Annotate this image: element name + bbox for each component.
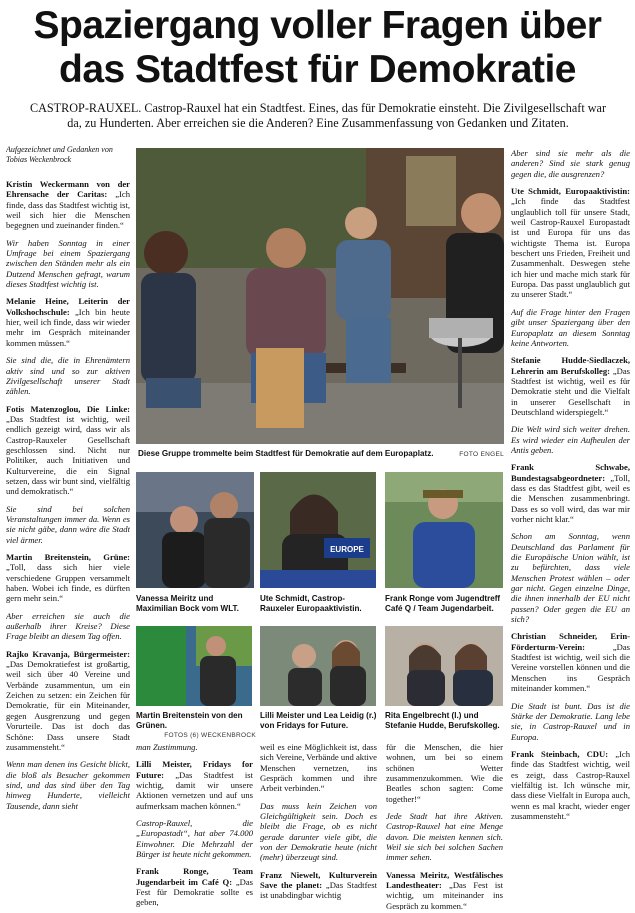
headline: Spaziergang voller Fragen über das Stadtfest für Demokratie — [33, 4, 602, 91]
article-column-left — [6, 179, 130, 907]
text-paragraph: weil es eine Möglichkeit ist, dass sich Vereine, Verbände und aktive Menschen vernetzen, ins Gespräch kommen und ihre Arbeit verbinden.“ — [260, 742, 377, 794]
drum-group-photo — [136, 148, 504, 444]
main-photo-credit: FOTO ENGEL — [459, 451, 504, 458]
commentary-paragraph: Die Stadt ist bunt. Das ist die Stärke der Demokratie. Lang lebe sie, in Castrop-Rauxel und in Europa. — [511, 700, 630, 742]
commentary-paragraph: Sie sind die, die in Ehrenämtern aktiv sind und so zur aktiven Zivilgesellschaft unserer Stadt zählen. — [6, 355, 130, 397]
commentary-paragraph: Sie sind bei solchen Veranstaltungen immer da. Wenn es sie nicht gäbe, dann wäre die Stadt viel ärmer. — [6, 503, 130, 545]
commentary-paragraph: Wenn man denen ins Gesicht blickt, die bloß als Besucher gekommen sind, und das sind über den Tag hinweg Hunderte, vielleicht Tausende, dann sieht — [6, 759, 130, 811]
byline — [6, 145, 130, 164]
text-paragraph: für die Menschen, die hier wohnen, um bei so einem schönen Wetter zusammenzukommen. Wie die Beatles schon sagten: Come together!“ — [386, 742, 503, 804]
caption-breitenstein-text: Martin Breitenstein von den Grünen. — [136, 711, 243, 730]
quote-paragraph — [6, 649, 130, 752]
photo-engelbrecht-hudde — [385, 626, 503, 706]
quote-paragraph — [136, 759, 253, 811]
quote-text: „Das Stadtfest ist wichtig, weil endlich gezeigt wird, dass wir als Castrop-Rauxeler Gesellschaft geschlossen sind. Nicht nur Politiker, auch Initiativen und Kulturvereine, die ein Signal setzen, dass wir bunt sind, vielfältig und demokratisch.“ — [6, 413, 130, 497]
byline-text: Aufgezeichnet und Gedanken von Tobias Weckenbrock — [6, 145, 113, 164]
main-photo-caption-text: Diese Gruppe trommelte beim Stadtfest für Demokratie auf dem Europaplatz. — [138, 449, 434, 458]
speaker-name: Ute Schmidt, Europaaktivistin: — [511, 186, 630, 197]
quote-text: „Toll, dass sich hier viele verschiedene Gruppen versammelt haben. Wobei ich finde, es dürften gern mehr sein.“ — [6, 562, 130, 604]
speaker-name: Stefanie Hudde-Siedlaczek, Lehrerin am Berufskolleg: — [511, 355, 630, 376]
europe-banner: EUROPE — [330, 545, 364, 554]
speaker-name: Vanessa Meiritz, Westfälisches Landestheater: — [386, 869, 503, 891]
photos-credit: FOTOS (6) WECKENBROCK — [164, 732, 256, 739]
speaker-name: Lilli Meister, Fridays for Future: — [136, 759, 253, 780]
quote-paragraph — [260, 870, 377, 901]
quote-text: „Das Stadtfest ist unabdingbar wichtig — [260, 880, 377, 901]
quote-text: „Das Stadtfest ist wichtig, damit wir unsere Aktionen vernetzen und auf uns aufmerksam machen können.“ — [136, 769, 253, 811]
commentary-paragraph: Die Welt wird sich weiter drehen. Es wird wieder ein Aufheulen der Antis geben. — [511, 424, 630, 455]
caption-meiritz-bock: Vanessa Meiritz und Maximilian Bock vom WLT. — [136, 594, 239, 613]
caption-engelbrecht-hudde: Rita Engelbrecht (l.) und Stefanie Hudde, Berufskolleg. — [385, 711, 500, 730]
photo-ute-schmidt — [260, 472, 376, 588]
caption-ute-schmidt: Ute Schmidt, Castrop-Rauxeler Europaaktivistin. — [260, 594, 362, 613]
photo-meiritz-bock — [136, 472, 254, 588]
photo-meister-leidig — [260, 626, 376, 706]
commentary-paragraph: man Zustimmung. — [136, 742, 198, 752]
lead-paragraph: CASTROP-RAUXEL. Castrop-Rauxel hat ein Stadtfest. Eines, das für Demokratie einsteht. Die Zivilgesellschaft war da, zu Hunderten. Aber erreichen sie die Anderen? Eine Zusammenfassung von Gedanken und Zitaten. — [29, 101, 607, 130]
quote-text: „Toll, dass es das Stadtfest gibt, weil es die Menschen zusammenbringt. Dass es so voll wird, das war mir vorher nicht klar.“ — [511, 472, 630, 524]
quote-text: „Das Fest ist wichtig, um miteinander ins Gespräch zu kommen.“ — [386, 880, 503, 910]
speaker-name: Franz Niewelt, Kulturverein Save the planet: — [260, 869, 377, 891]
article-column-bottom-b — [260, 742, 377, 910]
quote-text: „Das Demokratiefest ist großartig, weil sich über 40 Vereine und Verbände zusammentun, um ein Zeichen zu setzen: ein Zeichen für Demokratie, für ein Miteinander, gegen Ausgrenzung und gegen Vorurteile. Das ist doch das Schöne: Dass unsere Stadt zusammensteht.“ — [6, 659, 130, 752]
quote-paragraph — [511, 462, 630, 524]
article-column-right — [511, 148, 630, 910]
speaker-name: Frank Steinbach, CDU: — [511, 748, 609, 759]
quote-paragraph — [6, 552, 130, 604]
quote-paragraph — [6, 179, 130, 231]
quote-paragraph — [511, 355, 630, 417]
main-photo — [136, 148, 504, 444]
commentary-paragraph: Das muss kein Zeichen von Gleichgültigkeit sein. Doch es bleibt die Frage, ob es nicht gerade darunter viele gibt, die von der Demokratie heute (nicht (mehr) überzeugt sind. — [260, 800, 377, 863]
quote-paragraph — [511, 749, 630, 821]
main-photo-caption — [138, 449, 508, 459]
quote-text: „Das Fest für Demokratie sollte es geben, — [136, 876, 253, 908]
quote-paragraph — [511, 631, 630, 693]
speaker-name: Frank Schwabe, Bundestagsabgeordneter: — [511, 462, 630, 483]
commentary-paragraph: Castrop-Rauxel, die „Europastadt“, hat aber 74.000 Einwohner. Die Mehrzahl der Bürger ist heute nicht gekommen. — [136, 818, 253, 860]
commentary-paragraph: Auf die Frage hinter den Fragen gibt unser Spaziergang über den Europaplatz an diesem Sonntag keine Antworten. — [511, 306, 630, 348]
speaker-name: Melanie Heine, Leiterin der Volkshochschule: — [6, 296, 130, 317]
commentary-paragraph: Wir haben Sonntag in einer Umfrage bei einem Spaziergang zwischen den Ständen mehr als ein Dutzend Menschen gefragt, warum dieses Stadtfest wichtig ist. — [6, 237, 130, 290]
speaker-name: Kristin Weckermann von der Ehrensache der Caritas: — [6, 179, 130, 200]
quote-text: „Ich finde das Stadtfest wichtig, weil es zeigt, dass Castrop-Rauxel vielfältig ist. Ich wünsche mir, dass diese Vielfalt in Europa auch, wenn es mal kracht, wieder enger zusammensteht.“ — [511, 748, 630, 821]
photo-frank-ronge — [385, 472, 503, 588]
quote-text: „Das Stadtfest ist wichtig, weil sich die Vereine vorstellen können und die Menschen ins Gespräch miteinander kommen.“ — [511, 641, 630, 694]
photo-breitenstein — [136, 626, 252, 706]
quote-text: „Ich finde das Stadtfest unglaublich toll für unsere Stadt, weil Castrop-Rauxel Europastadt ist und Europa für uns das wichtigste Thema ist. Europa beschert uns Frieden, Freiheit und Zusammenhalt. Deswegen stehe ich hier und mache mich stark für Europa. Das passt unglaublich gut zu unserer Stadt.“ — [511, 196, 630, 300]
commentary-paragraph: Aber sind sie mehr als die anderen? Sind sie stark genug gegen die, die ausgrenzen? — [511, 148, 630, 179]
commentary-paragraph: Jede Stadt hat ihre Aktiven. Castrop-Rauxel hat eine Menge davon. Die meisten kennen sich. Weil sie sich bei solchen Sachen immer sehen. — [386, 811, 503, 863]
caption-frank-ronge: Frank Ronge vom Jugendtreff Café Q / Team Jugendarbeit. — [385, 594, 501, 613]
speaker-name: Christian Schneider, Erin-Förderturm-Verein: — [511, 631, 630, 652]
speaker-name: Fotis Matenzoglou, Die Linke: — [6, 403, 130, 414]
quote-paragraph — [6, 296, 130, 348]
article-column-bottom-c — [386, 742, 503, 910]
caption-breitenstein — [136, 711, 256, 741]
quote-text: „Ich bin heute hier, weil ich finde, dass wir wieder mehr im Gespräch miteinander kommen müssen.“ — [6, 306, 130, 348]
speaker-name: Frank Ronge, Team Jugendarbeit im Café Q: — [136, 866, 253, 887]
speaker-name: Rajko Kravanja, Bürgermeister: — [6, 648, 130, 659]
quote-text: „Das Stadtfest ist wichtig, weil es für Demokratie steht und die Vielfalt in unserer Gesellschaft in Deutschland widerspiegelt.“ — [511, 365, 630, 417]
caption-meister-leidig: Lilli Meister und Lea Leidig (r.) von Fridays for Future. — [260, 711, 377, 730]
speaker-name: Martin Breitenstein, Grüne: — [6, 552, 130, 562]
quote-text: „Ich finde, dass das Stadtfest wichtig ist, weil sich hier die Menschen begegnen und zueinander finden.“ — [6, 189, 130, 231]
quote-paragraph — [511, 186, 630, 300]
commentary-paragraph: Schon am Sonntag, wenn Deutschland das Parlament für die Europäische Union wählt, ist zu befürchten, dass viele Menschen Protest wählen – oder gar nicht. Gegen einzelne Dinge, die ihnen innerhalb der EU nicht passen? Oder gegen die EU an sich? — [511, 531, 630, 625]
quote-paragraph — [6, 404, 130, 497]
quote-paragraph — [386, 870, 503, 910]
commentary-paragraph: Aber erreichen sie auch die außerhalb ihrer Kreise? Diese Frage bleibt an diesem Tag offen. — [6, 610, 130, 642]
article-column-bottom-a — [136, 742, 253, 910]
quote-paragraph — [136, 866, 253, 907]
